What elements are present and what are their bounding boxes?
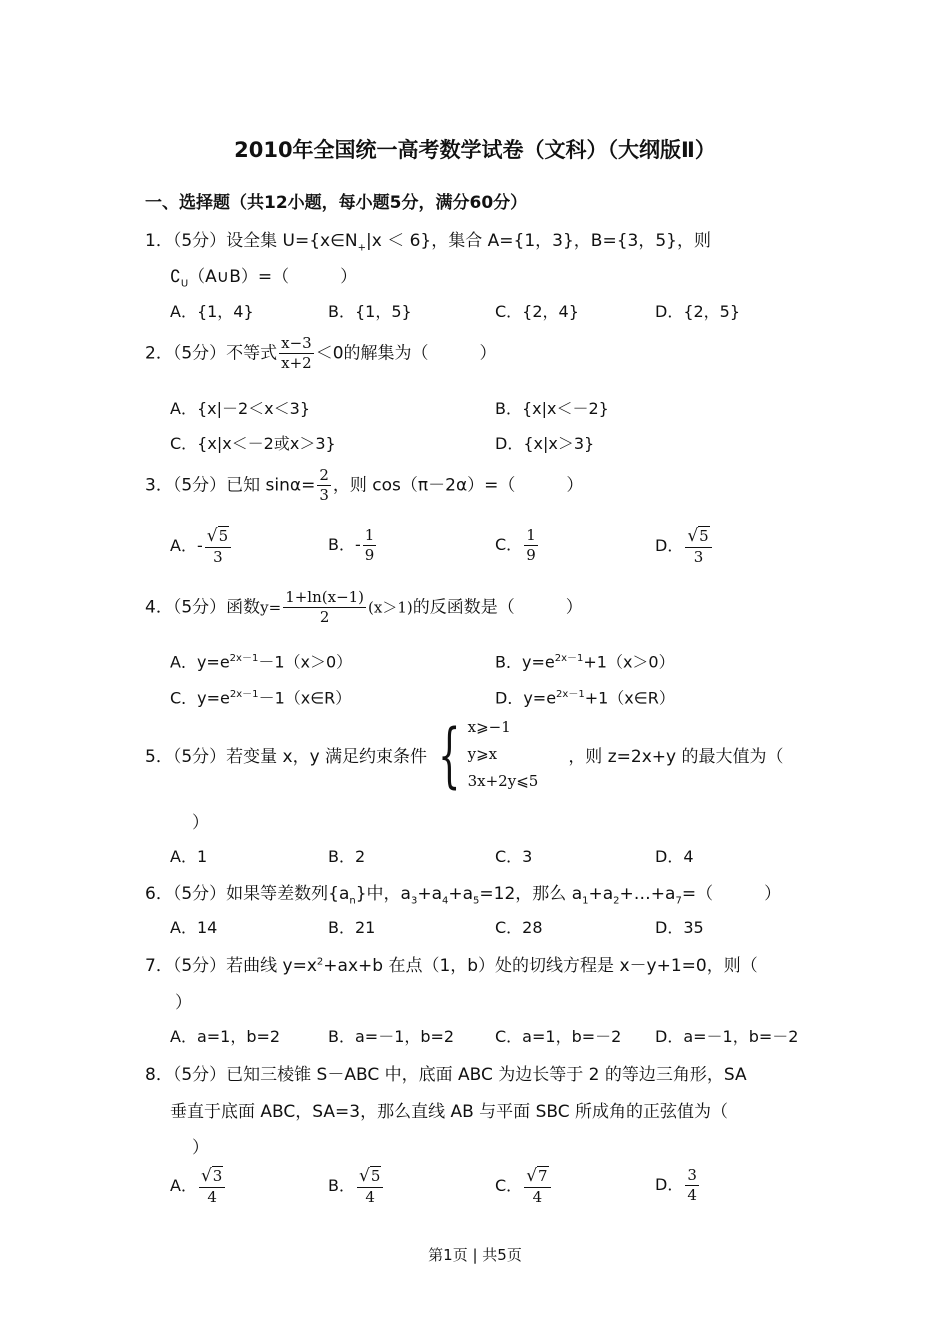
q2-option-d: D．{x|x＞3} bbox=[495, 434, 595, 453]
question-1-line-1: 1．（5分）设全集 $U=\{x\in N_+|x < 6\}$，集合 A={1，3}，B={3，5}，则 bbox=[145, 231, 711, 254]
q1-option-a: A．{1，4} bbox=[170, 302, 254, 321]
q4-fraction: $\frac{1+\ln(x-1)}{2}$ bbox=[285, 588, 365, 626]
question-1-line-2: $∁_U(A\cup B)=$（ ） bbox=[170, 267, 358, 290]
question-8-line-2: 垂直于底面 ABC，SA=3，那么直线 AB 与平面 SBC 所成角的正弦值为（ bbox=[170, 1102, 728, 1122]
q6-option-c: C．28 bbox=[495, 918, 543, 937]
q2-option-c: C．{x|x＜－2或x＞3} bbox=[170, 434, 336, 453]
q3-option-b: B．- $\frac{1}{9}$ bbox=[328, 526, 375, 564]
q5-option-d: D．4 bbox=[655, 847, 694, 866]
q3-option-c: C． $\frac{1}{9}$ bbox=[495, 526, 536, 564]
q4-option-d: D．$y=e^{2x-1}+1(x\in R)$ bbox=[495, 688, 675, 708]
q4-option-c: C．$y=e^{2x-1}-1(x\in R)$ bbox=[170, 688, 352, 708]
q5-option-b: B．2 bbox=[328, 847, 366, 866]
q7-option-a: A．a=1，b=2 bbox=[170, 1027, 281, 1046]
q7-option-c: C．a=1，b=－2 bbox=[495, 1027, 622, 1046]
q5-option-c: C．3 bbox=[495, 847, 533, 866]
question-5: 5．（5分）若变量 x，y 满足约束条件 { x⩾−1 y⩾x 3x+2y⩽5 ，则 z=2x+y 的最大值为（ bbox=[145, 713, 784, 796]
q8-option-c: C． $\frac{√7}{4}$ bbox=[495, 1168, 553, 1205]
q1-option-d: D．{2，5} bbox=[655, 302, 741, 321]
question-7: 7．（5分）若曲线 $y=x^2+ax+b$ 在点（1，b）处的切线方程是 x－y+1=0，则（ bbox=[145, 956, 758, 976]
q6-option-b: B．21 bbox=[328, 918, 376, 937]
q8-option-d: D． $\frac{3}{4}$ bbox=[655, 1166, 697, 1204]
question-3: 3．（5分）已知 sinα= $\frac{2}{3}$ ，则 cos（π－2α）=（ ） bbox=[145, 466, 584, 504]
q6-option-d: D．35 bbox=[655, 918, 704, 937]
question-2: 2．（5分）不等式 $\frac{x-3}{x+2}$ ＜0的解集为（ ） bbox=[145, 334, 497, 372]
q7-option-d: D．a=－1，b=－2 bbox=[655, 1027, 799, 1046]
page-footer: 第1页 | 共5页 bbox=[428, 1246, 522, 1264]
q5-constraint-system: { x⩾−1 y⩾x 3x+2y⩽5 bbox=[438, 713, 539, 796]
q1-option-c: C．{2，4} bbox=[495, 302, 579, 321]
question-7-line-2: ） bbox=[175, 993, 192, 1013]
question-5-line-2: ） bbox=[192, 813, 209, 833]
q7-option-b: B．a=－1，b=2 bbox=[328, 1027, 455, 1046]
q3-option-a: A．- $\frac{√5}{3}$ bbox=[170, 528, 233, 565]
q2-fraction: $\frac{x-3}{x+2}$ bbox=[281, 334, 312, 372]
q5-option-a: A．1 bbox=[170, 847, 208, 866]
q3-option-d: D． $\frac{√5}{3}$ bbox=[655, 528, 714, 565]
q8-option-b: B． $\frac{√5}{4}$ bbox=[328, 1168, 385, 1205]
q1-option-b: B．{1，5} bbox=[328, 302, 412, 321]
question-6: 6．（5分）如果等差数列$\{a_n\}$中，$a_3+a_4+a_5=12$，那么 $a_1+a_2+\dots+a_7=$（ ） bbox=[145, 884, 782, 907]
q4-option-b: B．$y=e^{2x-1}+1(x>0)$ bbox=[495, 652, 675, 672]
q3-fraction: $\frac{2}{3}$ bbox=[319, 466, 329, 504]
question-4: 4．（5分）函数y= $\frac{1+\ln(x-1)}{2}$ (x＞1)的反函数是（ ） bbox=[145, 588, 583, 626]
q2-option-b: B．{x|x＜－2} bbox=[495, 399, 609, 418]
question-8-line-1: 8．（5分）已知三棱锥 S－ABC 中，底面 ABC 为边长等于 2 的等边三角形，SA bbox=[145, 1065, 747, 1085]
page-title: 2010年全国统一高考数学试卷（文科）（大纲版Ⅱ） bbox=[234, 138, 716, 162]
q8-option-a: A． $\frac{√3}{4}$ bbox=[170, 1168, 227, 1205]
q2-option-a: A．{x|－2＜x＜3} bbox=[170, 399, 310, 418]
q4-option-a: A．$y=e^{2x-1}-1(x>0)$ bbox=[170, 652, 353, 672]
question-8-line-3: ） bbox=[192, 1138, 209, 1158]
q6-option-a: A．14 bbox=[170, 918, 218, 937]
section-heading: 一、选择题（共12小题，每小题5分，满分60分） bbox=[145, 193, 528, 213]
